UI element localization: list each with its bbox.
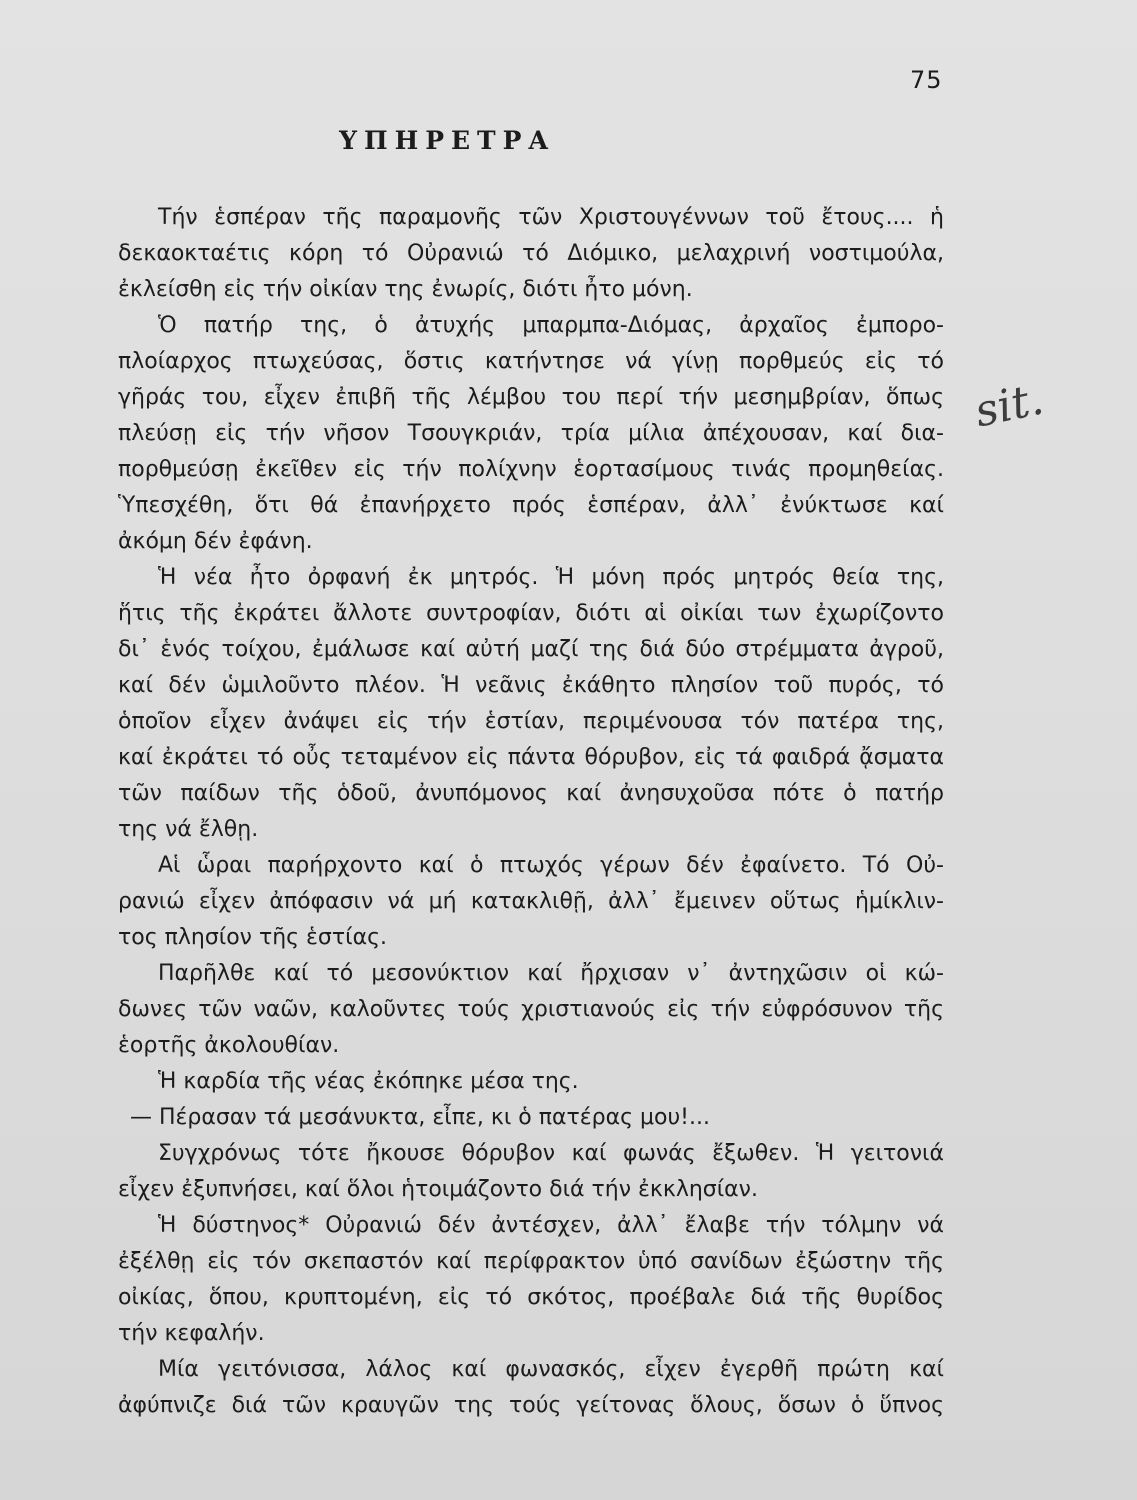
text-line: Αἱ ὧραι παρήρχοντο καί ὁ πτωχός γέρων δέν ἐφαίνετο. Τό Οὐ- (158, 853, 944, 878)
text-line: ρανιώ εἶχεν ἀπόφασιν νά μή κατακλιθῇ, ἀλλ᾽ ἔμεινεν οὕτως ἡμίκλιν- (118, 889, 944, 914)
text-line: Ἡ δύστηνος* Οὐρανιώ δέν ἀντέσχεν, ἀλλ᾽ ἔλαβε τήν τόλμην νά (158, 1213, 944, 1238)
text-line: Ἡ νέα ἦτο ὀρφανή ἐκ μητρός. Ἡ μόνη πρός μητρός θεία της, (158, 565, 944, 590)
text-line: ἥτις τῆς ἐκράτει ἄλλοτε συντροφίαν, διότι αἱ οἰκίαι των ἐχωρίζοντο (118, 601, 944, 626)
text-line: Συγχρόνως τότε ἤκουσε θόρυβον καί φωνάς ἔξωθεν. Ἡ γειτονιά (158, 1141, 944, 1166)
text-line: ἀκόμη δέν ἐφάνη. (118, 529, 313, 554)
text-line: δωνες τῶν ναῶν, καλοῦντες τούς χριστιανούς εἰς τήν εὐφρόσυνον τῆς (118, 997, 944, 1022)
text-line: ἐξέλθῃ εἰς τόν σκεπαστόν καί περίφρακτον ὑπό σανίδων ἐξώστην τῆς (118, 1249, 944, 1274)
text-line: πλοίαρχος πτωχεύσας, ὅστις κατήντησε νά γίνῃ πορθμεύς εἰς τό (118, 349, 944, 374)
text-line: Παρῆλθε καί τό μεσονύκτιον καί ἤρχισαν ν᾽ ἀντηχῶσιν οἱ κώ- (158, 961, 944, 986)
text-line: Ἡ καρδία τῆς νέας ἐκόπηκε μέσα της. (158, 1069, 579, 1094)
text-line: — Πέρασαν τά μεσάνυκτα, εἶπε, κι ὁ πατέρας μου!... (130, 1105, 710, 1130)
text-line: εἶχεν ἐξυπνήσει, καί ὅλοι ἡτοιμάζοντο διά τήν ἐκκλησίαν. (118, 1177, 758, 1202)
chapter-title: ΥΠΗΡΕΤΡΑ (339, 126, 555, 155)
text-line: οἰκίας, ὅπου, κρυπτομένη, εἰς τό σκότος, προέβαλε διά τῆς θυρίδος (118, 1285, 944, 1310)
text-line: καί δέν ὡμιλοῦντο πλέον. Ἡ νεᾶνις ἐκάθητο πλησίον τοῦ πυρός, τό (118, 673, 944, 698)
text-line: Μία γειτόνισσα, λάλος καί φωνασκός, εἶχεν ἐγερθῆ πρώτη καί (158, 1357, 944, 1382)
handwritten-annotation: sit. (970, 373, 1048, 438)
text-line: δι᾽ ἑνός τοίχου, ἐμάλωσε καί αὐτή μαζί της διά δύο στρέμματα ἀγροῦ, (118, 637, 944, 662)
text-line: Ὑπεσχέθη, ὅτι θά ἐπανήρχετο πρός ἑσπέραν, ἀλλ᾽ ἐνύκτωσε καί (118, 493, 944, 518)
text-line: ὁποῖον εἶχεν ἀνάψει εἰς τήν ἑστίαν, περιμένουσα τόν πατέρα της, (118, 709, 944, 734)
text-line: καί ἐκράτει τό οὖς τεταμένον εἰς πάντα θόρυβον, εἰς τά φαιδρά ᾄσματα (118, 745, 944, 770)
text-line: ἀφύπνιζε διά τῶν κραυγῶν της τούς γείτονας ὅλους, ὅσων ὁ ὕπνος (118, 1393, 944, 1418)
text-line: Ὁ πατήρ της, ὁ ἀτυχής μπαρμπα-Διόμας, ἀρχαῖος ἐμπορο- (158, 313, 944, 338)
text-line: πλεύσῃ εἰς τήν νῆσον Τσουγκριάν, τρία μίλια ἀπέχουσαν, καί δια- (118, 421, 944, 446)
text-line: ἑορτῆς ἀκολουθίαν. (118, 1033, 340, 1058)
text-line: τος πλησίον τῆς ἑστίας. (118, 925, 387, 950)
text-line: δεκαοκταέτις κόρη τό Οὐρανιώ τό Διόμικο, μελαχρινή νοστιμούλα, (118, 241, 944, 266)
text-line: ἐκλείσθη εἰς τήν οἰκίαν της ἐνωρίς, διότι ἦτο μόνη. (118, 277, 693, 302)
text-line: Τήν ἑσπέραν τῆς παραμονῆς τῶν Χριστουγέννων τοῦ ἔτους.... ἡ (158, 205, 944, 230)
text-line: γῆράς του, εἶχεν ἐπιβῆ τῆς λέμβου του περί τήν μεσημβρίαν, ὅπως (118, 385, 944, 410)
text-line: τῶν παίδων τῆς ὁδοῦ, ἀνυπόμονος καί ἀνησυχοῦσα πότε ὁ πατήρ (118, 781, 944, 806)
page-number: 75 (910, 66, 943, 94)
text-line: πορθμεύσῃ ἐκεῖθεν εἰς τήν πολίχνην ἑορτασίμους τινάς προμηθείας. (118, 457, 944, 482)
text-line: της νά ἔλθῃ. (118, 817, 259, 842)
text-line: τήν κεφαλήν. (118, 1321, 265, 1346)
body-text (118, 200, 944, 1424)
